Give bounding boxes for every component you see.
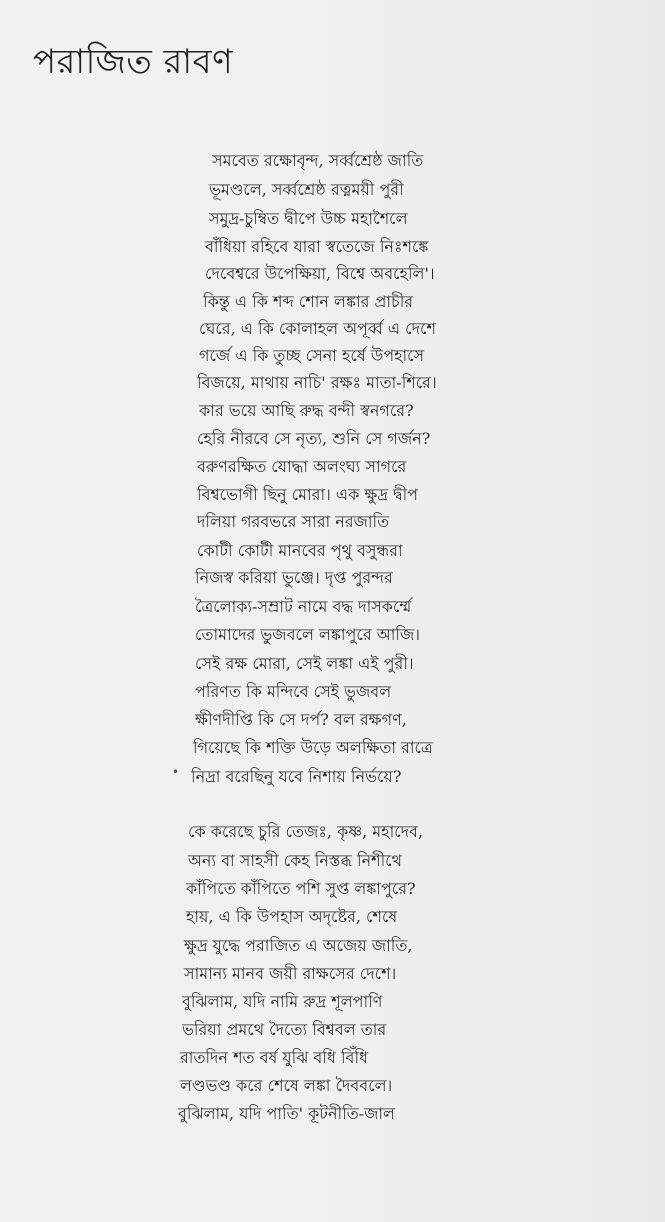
poem-line: কিন্তু এ কি শব্দ শোন লঙ্কার প্রাচীর	[203, 292, 414, 311]
poem-line: পরিণত কি মন্দিবে সেই ভুজবল	[195, 682, 392, 701]
poem-line: অন্য বা সাহসী কেহ নিস্তব্ধ নিশীথে	[188, 851, 402, 870]
poem-line: কার ভয়ে আছি রুদ্ধ বন্দী স্বনগরে?	[199, 401, 414, 420]
poem-line: ভূমণ্ডলে, সর্ব্বশ্রেষ্ঠ রত্নময়ী পুরী	[209, 180, 404, 199]
poem-line: রাতদিন শত বর্ষ যুঝি বধি বিঁধি	[180, 1048, 368, 1067]
poem-line: কোটী কোটী মানবের পৃথু বসুন্ধরা	[197, 541, 403, 560]
poem-line: সেই রক্ষ মোরা, সেই লঙ্কা এই পুরী।	[195, 654, 414, 673]
margin-dot: •	[172, 765, 180, 779]
poem-line: দেবেশ্বরে উপেক্ষিয়া, বিশ্বে অবহেলি'।	[205, 264, 435, 283]
poem-line: দলিয়া গরবভরে সারা নরজাতি	[197, 512, 390, 531]
poem-line: গিয়েছে কি শক্তি উড়ে অলক্ষিতা রাত্রে	[193, 738, 433, 757]
poem-line: বুঝিলাম, যদি পাতি' কূটনীতি-জাল	[178, 1104, 395, 1123]
poem-line: নিদ্রা বরেছিনু যবে নিশায় নির্ভয়ে?	[191, 767, 402, 786]
poem-line: ত্রৈলোক্য-সম্রাট নামে বদ্ধ দাসকর্ম্মে	[195, 597, 412, 616]
poem-line: বিশ্বভোগী ছিনু মোরা। এক ক্ষুদ্র দ্বীপ	[197, 485, 419, 504]
poem-title: পরাজিত রাবণ	[33, 42, 234, 82]
poem-line: বরুণরক্ষিত যোদ্ধা অলংঘ্য সাগরে	[197, 457, 407, 476]
poem-line: কে করেছে চুরি তেজঃ, কৃষ্ণ, মহাদেব,	[188, 822, 424, 841]
poem-line: নিজস্ব করিয়া ভুঞ্জে। দৃপ্ত পুরন্দর	[195, 568, 393, 587]
poem-line: হায়, এ কি উপহাস অদৃষ্টের, শেষে	[186, 907, 398, 926]
poem-line: সামান্য মানব জয়ী রাক্ষসের দেশে।	[184, 964, 397, 983]
poem-line: হেরি নীরবে সে নৃত্য, শুনি সে গর্জন?	[197, 429, 431, 448]
poem-line: ক্ষীণদীপ্তি কি সে দর্প? বল রক্ষগণ,	[195, 710, 407, 729]
poem-line: বাঁধিয়া রহিবে যারা স্বতেজে নিঃশঙ্কে	[205, 237, 429, 256]
poem-line: বুঝিলাম, যদি নামি রুদ্র শূলপাণি	[182, 992, 383, 1011]
poem-line: গর্জে এ কি তুচ্ছ সেনা হর্ষে উপহাসে	[199, 346, 425, 365]
poem-line: কাঁপিতে কাঁপিতে পশি সুপ্ত লঙ্কাপুরে?	[186, 879, 416, 898]
poem-line: ভরিয়া প্রমথে দৈত্যে বিশ্ববল তার	[182, 1020, 387, 1039]
poem-line: সমবেত রক্ষোবৃন্দ, সর্ব্বশ্রেষ্ঠ জাতি	[212, 151, 424, 170]
poem-line: ঘেরে, এ কি কোলাহল অপূর্ব্ব এ দেশে	[199, 319, 436, 338]
poem-line: ক্ষুদ্র যুদ্ধে পরাজিত এ অজেয় জাতি,	[184, 936, 413, 955]
poem-line: সমুদ্র-চুম্বিত দ্বীপে উচ্চ মহাশৈলে	[209, 209, 408, 228]
poem-line: বিজয়ে, মাথায় নাচি' রক্ষঃ মাতা-শিরে।	[197, 373, 437, 392]
poem-line: তোমাদের ভুজবলে লঙ্কাপুরে আজি।	[195, 625, 420, 644]
poem-line: লণ্ডভণ্ড করে শেষে লঙ্কা দৈববলে।	[180, 1076, 393, 1095]
